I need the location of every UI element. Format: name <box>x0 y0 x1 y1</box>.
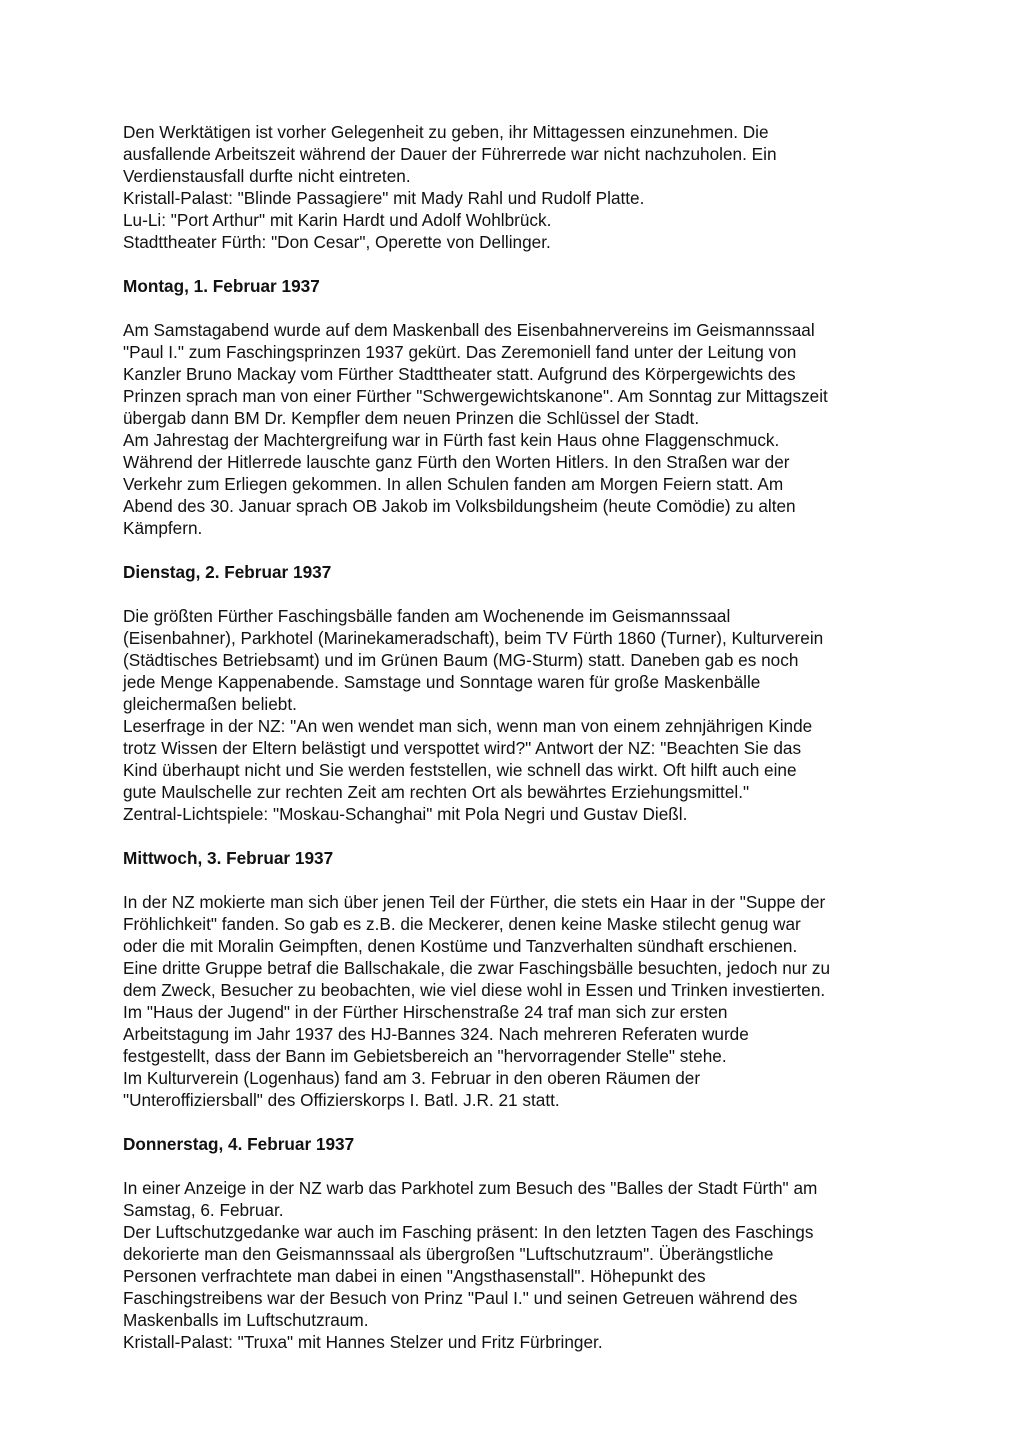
text-line: dem Zweck, Besucher zu beobachten, wie viel diese wohl in Essen und Trinken investierten. <box>123 980 826 1000</box>
section-heading: Dienstag, 2. Februar 1937 <box>123 562 332 582</box>
text-line: Leserfrage in der NZ: "An wen wendet man sich, wenn man von einem zehnjährigen Kinde <box>123 716 813 736</box>
text-line: Verkehr zum Erliegen gekommen. In allen Schulen fanden am Morgen Feiern statt. Am <box>123 474 784 494</box>
text-line: Lu-Li: "Port Arthur" mit Karin Hardt und Adolf Wohlbrück. <box>123 210 552 230</box>
text-line: "Paul I." zum Faschingsprinzen 1937 gekürt. Das Zeremoniell fand unter der Leitung von <box>123 342 797 362</box>
text-line: Samstag, 6. Februar. <box>123 1200 284 1220</box>
text-line: In der NZ mokierte man sich über jenen Teil der Fürther, die stets ein Haar in der "Suppe der <box>123 892 826 912</box>
text-line: festgestellt, dass der Bann im Gebietsbereich an "hervorragender Stelle" stehe. <box>123 1046 727 1066</box>
text-line: Prinzen sprach man von einer Fürther "Schwergewichtskanone". Am Sonntag zur Mittagszeit <box>123 386 828 406</box>
section-paragraph <box>123 891 913 1111</box>
section-paragraph <box>123 1177 913 1353</box>
text-line: Verdienstausfall durfte nicht eintreten. <box>123 166 411 186</box>
text-line: dekorierte man den Geismannssaal als übergroßen "Luftschutzraum". Überängstliche <box>123 1244 774 1264</box>
text-line: Abend des 30. Januar sprach OB Jakob im Volksbildungsheim (heute Comödie) zu alten <box>123 496 796 516</box>
text-line: Fröhlichkeit" fanden. So gab es z.B. die Meckerer, denen keine Maske stilecht genug war <box>123 914 801 934</box>
text-line: "Unteroffiziersball" des Offizierskorps I. Batl. J.R. 21 statt. <box>123 1090 560 1110</box>
text-line: Kanzler Bruno Mackay vom Fürther Stadttheater statt. Aufgrund des Körpergewichts des <box>123 364 796 384</box>
text-line: Am Jahrestag der Machtergreifung war in Fürth fast kein Haus ohne Flaggenschmuck. <box>123 430 780 450</box>
text-line: Maskenballs im Luftschutzraum. <box>123 1310 369 1330</box>
text-line: Arbeitstagung im Jahr 1937 des HJ-Bannes 324. Nach mehreren Referaten wurde <box>123 1024 749 1044</box>
section-paragraph <box>123 319 913 539</box>
text-line: trotz Wissen der Eltern belästigt und verspottet wird?" Antwort der NZ: "Beachten Sie das <box>123 738 802 758</box>
text-line: Kind überhaupt nicht und Sie werden feststellen, wie schnell das wirkt. Oft hilft auch eine <box>123 760 797 780</box>
text-line: Am Samstagabend wurde auf dem Maskenball des Eisenbahnervereins im Geismannssaal <box>123 320 815 340</box>
text-line: Stadttheater Fürth: "Don Cesar", Operette von Dellinger. <box>123 232 551 252</box>
text-line: (Städtisches Betriebsamt) und im Grünen Baum (MG-Sturm) statt. Daneben gab es noch <box>123 650 799 670</box>
text-line: (Eisenbahner), Parkhotel (Marinekameradschaft), beim TV Fürth 1860 (Turner), Kulturverein <box>123 628 824 648</box>
text-line: Den Werktätigen ist vorher Gelegenheit zu geben, ihr Mittagessen einzunehmen. Die <box>123 122 769 142</box>
text-line: Während der Hitlerrede lauschte ganz Fürth den Worten Hitlers. In den Straßen war der <box>123 452 790 472</box>
text-line: ausfallende Arbeitszeit während der Dauer der Führerrede war nicht nachzuholen. Ein <box>123 144 777 164</box>
text-line: Kristall-Palast: "Truxa" mit Hannes Stelzer und Fritz Fürbringer. <box>123 1332 603 1352</box>
text-line: übergab dann BM Dr. Kempfler dem neuen Prinzen die Schlüssel der Stadt. <box>123 408 700 428</box>
text-line: oder die mit Moralin Geimpften, denen Kostüme und Tanzverhalten sündhaft erschienen. <box>123 936 798 956</box>
section-paragraph <box>123 605 913 825</box>
text-line: Im "Haus der Jugend" in der Fürther Hirschenstraße 24 traf man sich zur ersten <box>123 1002 728 1022</box>
text-line: Zentral-Lichtspiele: "Moskau-Schanghai" mit Pola Negri und Gustav Dießl. <box>123 804 688 824</box>
section-heading: Mittwoch, 3. Februar 1937 <box>123 848 334 868</box>
text-line: jede Menge Kappenabende. Samstage und Sonntage waren für große Maskenbälle <box>123 672 761 692</box>
text-line: Kristall-Palast: "Blinde Passagiere" mit Mady Rahl und Rudolf Platte. <box>123 188 645 208</box>
section-heading: Donnerstag, 4. Februar 1937 <box>123 1134 355 1154</box>
text-line: Im Kulturverein (Logenhaus) fand am 3. Februar in den oberen Räumen der <box>123 1068 701 1088</box>
section-heading: Montag, 1. Februar 1937 <box>123 276 320 296</box>
text-line: gleichermaßen beliebt. <box>123 694 297 714</box>
intro-paragraph <box>123 121 913 253</box>
document-page <box>123 121 913 1353</box>
text-line: Der Luftschutzgedanke war auch im Fasching präsent: In den letzten Tagen des Faschings <box>123 1222 814 1242</box>
text-line: Eine dritte Gruppe betraf die Ballschakale, die zwar Faschingsbälle besuchten, jedoch nur zu <box>123 958 831 978</box>
text-line: Kämpfern. <box>123 518 203 538</box>
text-line: Personen verfrachtete man dabei in einen "Angsthasenstall". Höhepunkt des <box>123 1266 706 1286</box>
text-line: Die größten Fürther Faschingsbälle fanden am Wochenende im Geismannssaal <box>123 606 731 626</box>
text-line: In einer Anzeige in der NZ warb das Parkhotel zum Besuch des "Balles der Stadt Fürth" am <box>123 1178 818 1198</box>
text-line: Faschingstreibens war der Besuch von Prinz "Paul I." und seinen Getreuen während des <box>123 1288 798 1308</box>
text-line: gute Maulschelle zur rechten Zeit am rechten Ort als bewährtes Erziehungsmittel." <box>123 782 750 802</box>
